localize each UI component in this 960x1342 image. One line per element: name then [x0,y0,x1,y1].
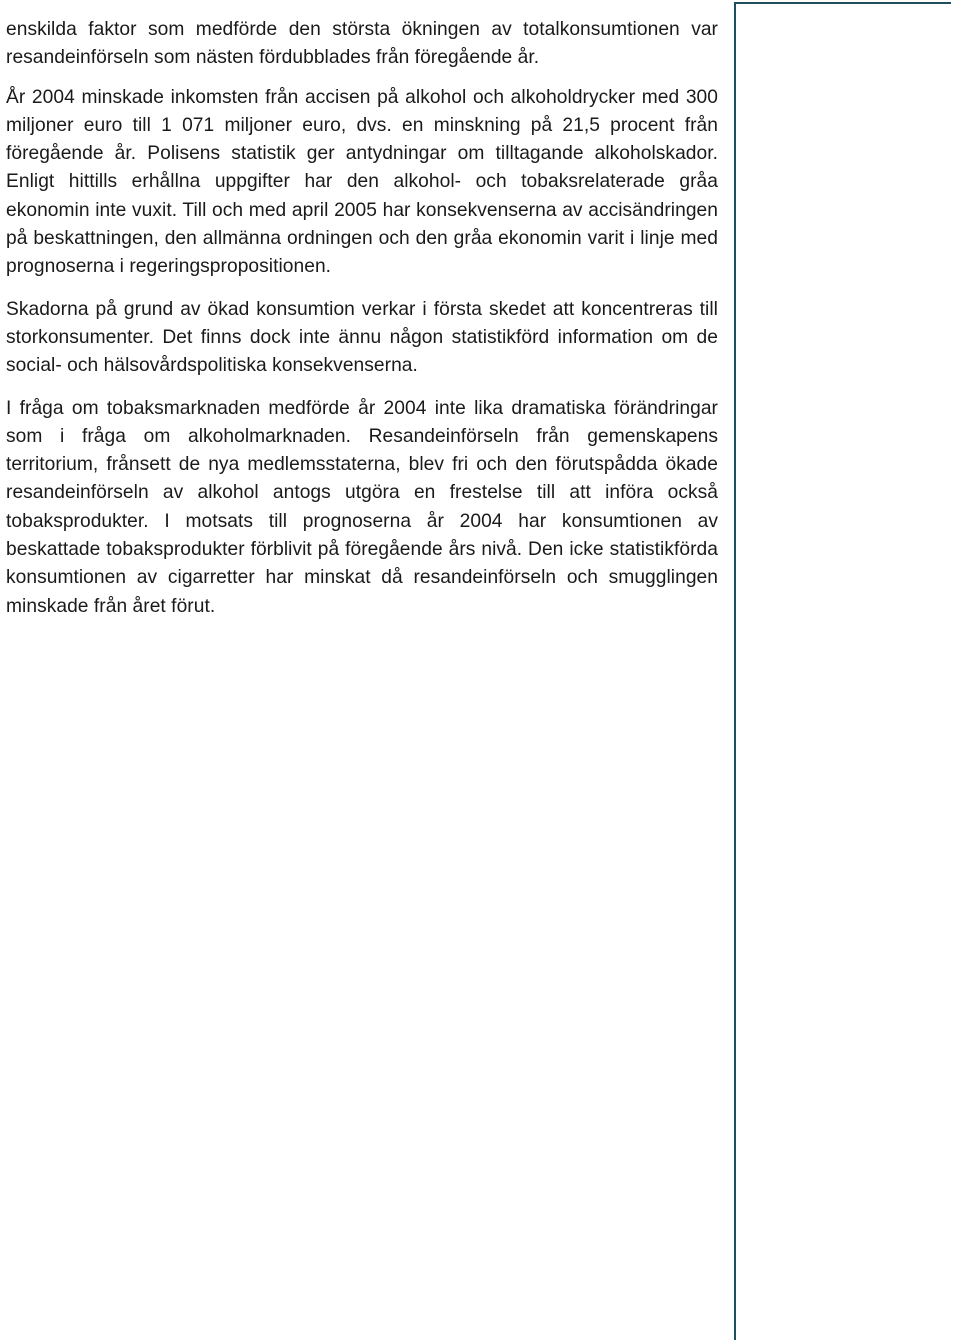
paragraph-1: enskilda faktor som medförde den största ökningen av totalkonsumtionen var resandeinförseln som nästen fördubblades från föregående år. [6,19,718,69]
paragraph-3: Skadorna på grund av ökad konsumtion verkar i första skedet att koncentreras till storkonsumenter. Det finns dock inte ännu någon statistikförd information om de social- och hälsovårdspolitiska konsekvenserna. [6,298,718,377]
page-frame-side-rule [734,2,736,1340]
body-text-column [6,16,718,635]
paragraph-4: I fråga om tobaksmarknaden medförde år 2004 inte lika dramatiska förändringar som i fråga om alkoholmarknaden. Resandeinförseln från gemenskapens territorium, frånsett de nya medlemsstaterna, blev fri och den förutspådda ökade resandeinförseln av alkohol antogs utgöra en frestelse till att införa också tobaksprodukter. I motsats till prognoserna år 2004 har konsumtionen av beskattade tobaksprodukter förblivit på föregående års nivå. Den icke statistikförda konsumtionen av cigarretter har minskat då resandeinförseln och smugglingen minskade från året förut. [6,397,718,617]
page-frame-top-rule [735,2,951,4]
paragraph-2: År 2004 minskade inkomsten från accisen på alkohol och alkoholdrycker med 300 miljoner euro till 1 071 miljoner euro, dvs. en minskning på 21,5 procent från föregående år. Polisens statistik ger antydningar om tilltagande alkoholskador. Enligt hittills erhållna uppgifter har den alkohol- och tobaksrelaterade gråa ekonomin inte vuxit. Till och med april 2005 har konsekvenserna av accisändringen på beskattningen, den allmänna ordningen och den gråa ekonomin varit i linje med prognoserna i regeringspropositionen. [6,86,718,278]
